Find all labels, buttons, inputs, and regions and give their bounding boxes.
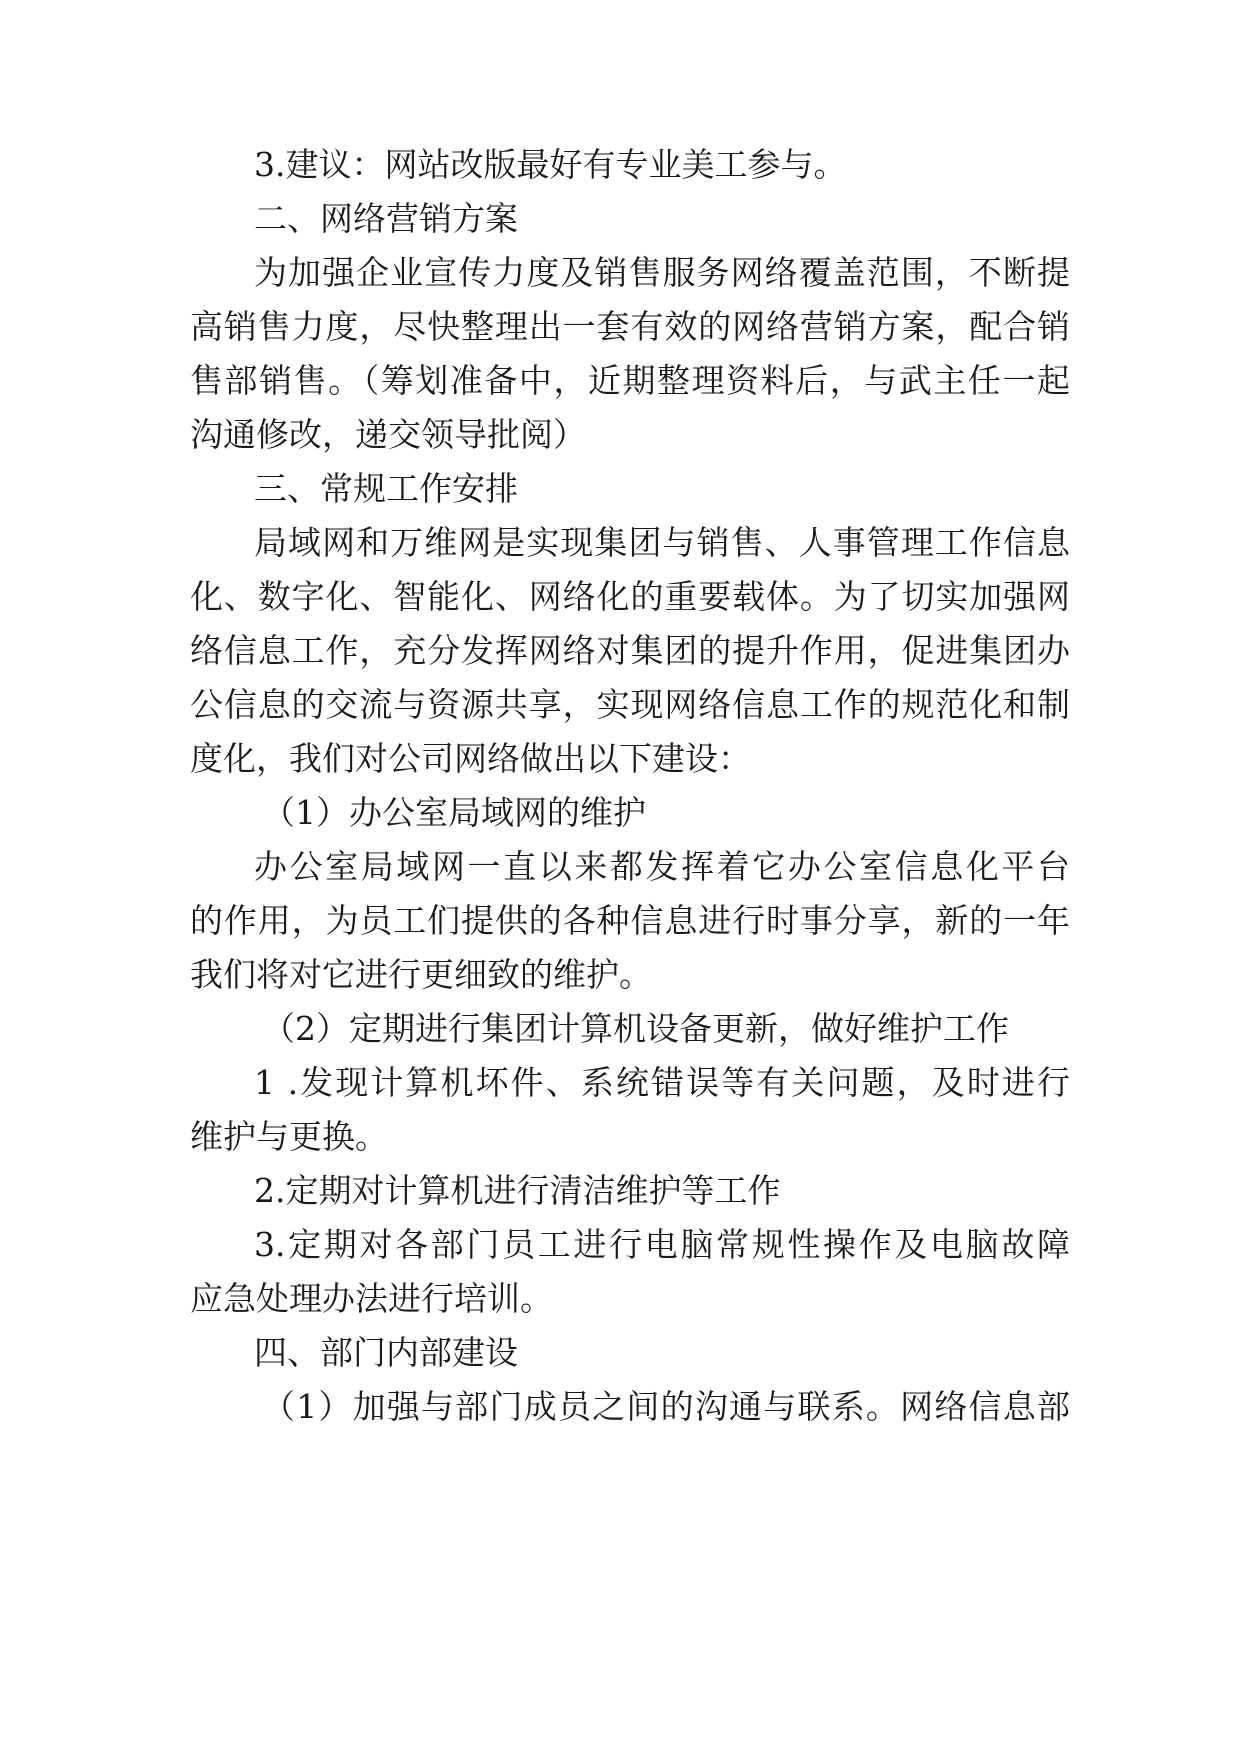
list-item-line: 应急处理办法进行培训。 xyxy=(190,1279,553,1318)
paragraph-line: 高销售力度，尽快整理出一套有效的网络营销方案，配合销 xyxy=(190,307,1070,346)
paragraph-line: 度化，我们对公司网络做出以下建设： xyxy=(190,739,751,778)
section-heading: 四、部门内部建设 xyxy=(254,1333,518,1372)
list-item-line: 2.定期对计算机进行清洁维护等工作 xyxy=(254,1171,781,1210)
paragraph-line: （1）加强与部门成员之间的沟通与联系。网络信息部 xyxy=(262,1387,1070,1426)
paragraph-line: 沟通修改，递交领导批阅） xyxy=(190,415,586,454)
section-heading: 三、常规工作安排 xyxy=(254,469,518,508)
section-heading: 二、网络营销方案 xyxy=(254,199,518,238)
paragraph-line: 局域网和万维网是实现集团与销售、人事管理工作信息 xyxy=(254,523,1070,562)
paragraph-line: 的作用，为员工们提供的各种信息进行时事分享，新的一年 xyxy=(190,901,1070,940)
paragraph-line: 化、数字化、智能化、网络化的重要载体。为了切实加强网 xyxy=(190,577,1070,616)
list-item-line: 维护与更换。 xyxy=(190,1117,388,1156)
paragraph-line: 我们将对它进行更细致的维护。 xyxy=(190,955,652,994)
paragraph-line: 办公室局域网一直以来都发挥着它办公室信息化平台 xyxy=(254,847,1070,886)
paragraph-line: 为加强企业宣传力度及销售服务网络覆盖范围，不断提 xyxy=(254,253,1070,292)
subsection-heading: （1）办公室局域网的维护 xyxy=(262,793,646,832)
subsection-heading: （2）定期进行集团计算机设备更新，做好维护工作 xyxy=(262,1009,1009,1048)
paragraph-line: 络信息工作，充分发挥网络对集团的提升作用，促进集团办 xyxy=(190,631,1070,670)
list-item-line: 3.定期对各部门员工进行电脑常规性操作及电脑故障 xyxy=(254,1225,1070,1264)
paragraph-line: 3.建议：网站改版最好有专业美工参与。 xyxy=(254,145,847,184)
paragraph-line: 售部销售。（筹划准备中，近期整理资料后，与武主任一起 xyxy=(190,361,1070,400)
paragraph-line: 公信息的交流与资源共享，实现网络信息工作的规范化和制 xyxy=(190,685,1070,724)
list-item-line: 1 .发现计算机坏件、系统错误等有关问题，及时进行 xyxy=(254,1063,1070,1102)
